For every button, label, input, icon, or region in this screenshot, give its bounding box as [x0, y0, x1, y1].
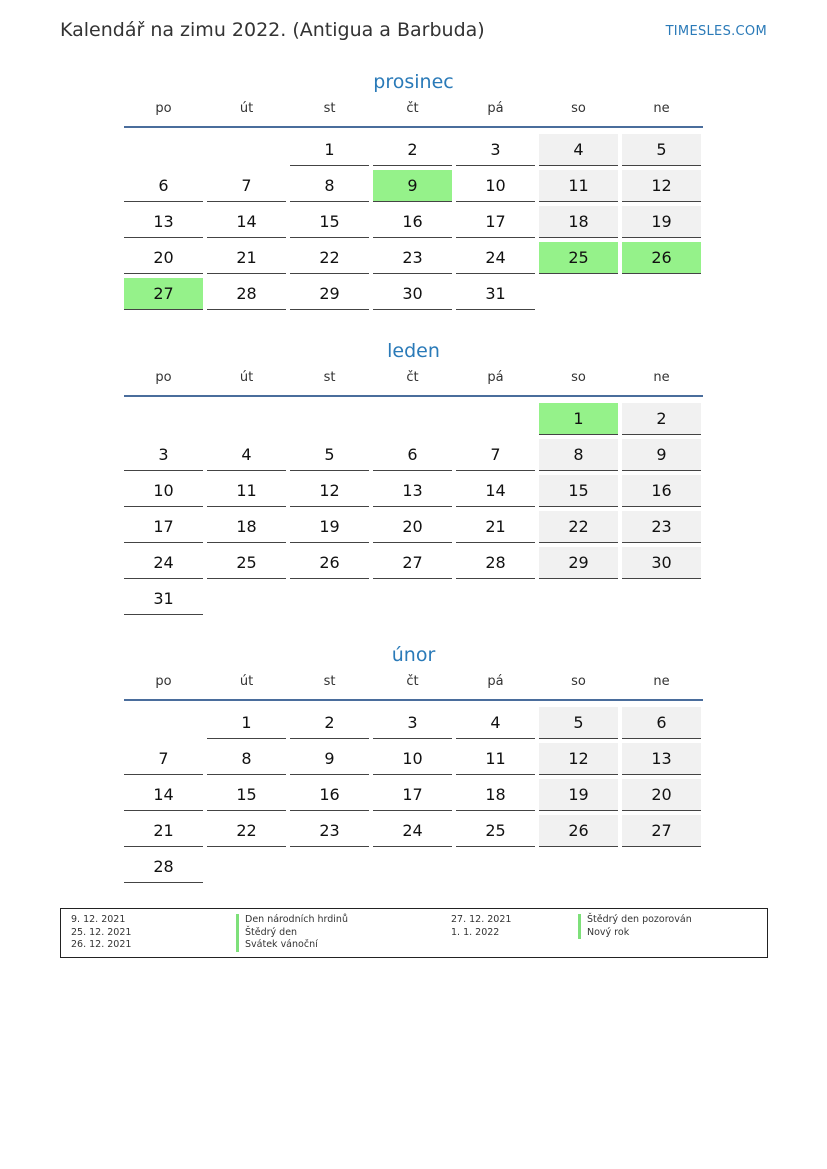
page-title: Kalendář na zimu 2022. (Antigua a Barbuda) — [60, 19, 485, 41]
week-row — [124, 168, 703, 204]
day-cell[interactable]: 26 — [290, 547, 369, 579]
day-cell[interactable]: 6 — [124, 170, 203, 202]
day-cell[interactable]: 5 — [622, 134, 701, 166]
weekday-label: pá — [487, 674, 504, 689]
day-cell[interactable]: 24 — [456, 242, 535, 274]
legend-dates-right — [451, 914, 511, 939]
week-row — [124, 741, 703, 777]
weekday-label: po — [155, 674, 172, 689]
empty-cell — [290, 583, 369, 615]
day-cell[interactable]: 20 — [622, 779, 701, 811]
day-cell[interactable]: 19 — [539, 779, 618, 811]
day-cell[interactable]: 9 — [290, 743, 369, 775]
day-cell[interactable]: 10 — [124, 475, 203, 507]
day-cell[interactable]: 18 — [456, 779, 535, 811]
day-cell[interactable]: 7 — [456, 439, 535, 471]
week-row — [124, 813, 703, 849]
day-cell[interactable]: 16 — [622, 475, 701, 507]
day-cell[interactable]: 31 — [124, 583, 203, 615]
legend-date: 9. 12. 2021 — [71, 914, 126, 925]
week-row — [124, 204, 703, 240]
month-grid — [124, 705, 703, 885]
empty-cell — [207, 403, 286, 435]
legend-holiday-name: Svátek vánoční — [236, 939, 348, 952]
week-row — [124, 705, 703, 741]
week-row — [124, 849, 703, 885]
day-cell[interactable]: 23 — [622, 511, 701, 543]
day-cell[interactable]: 28 — [124, 851, 203, 883]
empty-cell — [539, 583, 618, 615]
day-cell[interactable]: 18 — [539, 206, 618, 238]
day-cell[interactable]: 16 — [290, 779, 369, 811]
day-cell[interactable]: 30 — [373, 278, 452, 310]
day-cell[interactable]: 11 — [207, 475, 286, 507]
empty-cell — [290, 403, 369, 435]
day-cell[interactable]: 7 — [124, 743, 203, 775]
weekday-label: čt — [406, 101, 419, 116]
day-cell[interactable]: 11 — [456, 743, 535, 775]
day-cell[interactable]: 9 — [622, 439, 701, 471]
day-cell[interactable]: 23 — [373, 242, 452, 274]
day-cell[interactable]: 4 — [539, 134, 618, 166]
weekday-label: po — [155, 101, 172, 116]
legend-holiday-name: Štědrý den pozorován — [578, 914, 692, 927]
brand-logo[interactable]: TIMESLES.COM — [665, 24, 767, 39]
day-cell[interactable]: 3 — [456, 134, 535, 166]
day-cell[interactable]: 8 — [207, 743, 286, 775]
day-cell[interactable]: 2 — [622, 403, 701, 435]
day-cell[interactable]: 13 — [373, 475, 452, 507]
month-block — [124, 339, 703, 617]
empty-cell — [456, 403, 535, 435]
weekday-label: st — [323, 674, 336, 689]
day-cell[interactable]: 28 — [207, 278, 286, 310]
day-cell[interactable]: 25 — [207, 547, 286, 579]
legend-names-right — [578, 914, 692, 939]
holiday-legend — [60, 908, 768, 958]
month-title: prosinec — [373, 71, 454, 93]
week-row — [124, 545, 703, 581]
empty-cell — [622, 851, 701, 883]
weekday-header — [124, 673, 703, 701]
day-cell[interactable]: 13 — [622, 743, 701, 775]
empty-cell — [373, 403, 452, 435]
day-cell[interactable]: 22 — [539, 511, 618, 543]
weekday-label: so — [571, 674, 586, 689]
legend-date: 1. 1. 2022 — [451, 926, 500, 938]
day-cell[interactable]: 20 — [124, 242, 203, 274]
week-row — [124, 473, 703, 509]
weekday-label: so — [571, 101, 586, 116]
day-cell[interactable]: 4 — [207, 439, 286, 471]
day-cell[interactable]: 23 — [290, 815, 369, 847]
legend-date: 26. 12. 2021 — [71, 939, 132, 950]
day-cell[interactable]: 3 — [373, 707, 452, 739]
day-cell[interactable]: 22 — [290, 242, 369, 274]
weekday-header — [124, 100, 703, 128]
empty-cell — [622, 583, 701, 615]
weekday-label: út — [239, 674, 254, 689]
weekday-label: ne — [653, 101, 670, 116]
week-row — [124, 581, 703, 617]
empty-cell — [456, 851, 535, 883]
day-cell[interactable]: 27 — [373, 547, 452, 579]
week-row — [124, 509, 703, 545]
day-cell[interactable]: 1 — [290, 134, 369, 166]
day-cell[interactable]: 8 — [290, 170, 369, 202]
empty-cell — [207, 583, 286, 615]
empty-cell — [207, 134, 286, 166]
holiday-day-cell[interactable]: 25 — [539, 242, 618, 274]
day-cell[interactable]: 13 — [124, 206, 203, 238]
day-cell[interactable]: 17 — [124, 511, 203, 543]
legend-names-left — [236, 914, 348, 952]
day-cell[interactable]: 2 — [290, 707, 369, 739]
day-cell[interactable]: 15 — [207, 779, 286, 811]
day-cell[interactable]: 15 — [290, 206, 369, 238]
holiday-day-cell[interactable]: 27 — [124, 278, 203, 310]
legend-holiday-name: Nový rok — [578, 927, 692, 940]
week-row — [124, 276, 703, 312]
day-cell[interactable]: 14 — [456, 475, 535, 507]
day-cell[interactable]: 24 — [124, 547, 203, 579]
day-cell[interactable]: 27 — [622, 815, 701, 847]
weekday-label: pá — [487, 101, 504, 116]
day-cell[interactable]: 30 — [622, 547, 701, 579]
day-cell[interactable]: 6 — [622, 707, 701, 739]
weekday-label: út — [239, 370, 254, 385]
weekday-label: pá — [487, 370, 504, 385]
legend-holiday-name: Štědrý den — [236, 927, 348, 940]
day-cell[interactable]: 6 — [373, 439, 452, 471]
day-cell[interactable]: 17 — [456, 206, 535, 238]
day-cell[interactable]: 16 — [373, 206, 452, 238]
weekday-label: ne — [653, 370, 670, 385]
day-cell[interactable]: 10 — [373, 743, 452, 775]
day-cell[interactable]: 21 — [207, 242, 286, 274]
day-cell[interactable]: 26 — [539, 815, 618, 847]
empty-cell — [622, 278, 701, 310]
weekday-label: čt — [406, 674, 419, 689]
empty-cell — [124, 707, 203, 739]
day-cell[interactable]: 3 — [124, 439, 203, 471]
month-block — [124, 70, 703, 312]
weekday-label: čt — [406, 370, 419, 385]
legend-date: 25. 12. 2021 — [71, 926, 132, 938]
day-cell[interactable]: 4 — [456, 707, 535, 739]
month-grid — [124, 401, 703, 617]
empty-cell — [456, 583, 535, 615]
day-cell[interactable]: 8 — [539, 439, 618, 471]
legend-date: 27. 12. 2021 — [451, 914, 512, 925]
empty-cell — [290, 851, 369, 883]
day-cell[interactable]: 28 — [456, 547, 535, 579]
month-title: leden — [387, 340, 440, 362]
weekday-label: út — [239, 101, 254, 116]
day-cell[interactable]: 20 — [373, 511, 452, 543]
day-cell[interactable]: 5 — [539, 707, 618, 739]
day-cell[interactable]: 29 — [290, 278, 369, 310]
week-row — [124, 401, 703, 437]
day-cell[interactable]: 7 — [207, 170, 286, 202]
holiday-day-cell[interactable]: 9 — [373, 170, 452, 202]
week-row — [124, 132, 703, 168]
weekday-label: po — [155, 370, 172, 385]
day-cell[interactable]: 31 — [456, 278, 535, 310]
legend-holiday-name: Den národních hrdinů — [236, 914, 348, 927]
legend-dates-left — [71, 914, 131, 952]
weekday-label: st — [323, 370, 336, 385]
empty-cell — [124, 134, 203, 166]
empty-cell — [207, 851, 286, 883]
month-block — [124, 643, 703, 885]
holiday-day-cell[interactable]: 26 — [622, 242, 701, 274]
week-row — [124, 777, 703, 813]
week-row — [124, 240, 703, 276]
day-cell[interactable]: 21 — [456, 511, 535, 543]
day-cell[interactable]: 14 — [207, 206, 286, 238]
day-cell[interactable]: 12 — [539, 743, 618, 775]
day-cell[interactable]: 12 — [622, 170, 701, 202]
day-cell[interactable]: 24 — [373, 815, 452, 847]
day-cell[interactable]: 11 — [539, 170, 618, 202]
day-cell[interactable]: 14 — [124, 779, 203, 811]
day-cell[interactable]: 1 — [207, 707, 286, 739]
month-grid — [124, 132, 703, 312]
day-cell[interactable]: 22 — [207, 815, 286, 847]
day-cell[interactable]: 10 — [456, 170, 535, 202]
day-cell[interactable]: 2 — [373, 134, 452, 166]
empty-cell — [124, 403, 203, 435]
weekday-label: st — [323, 101, 336, 116]
day-cell[interactable]: 29 — [539, 547, 618, 579]
empty-cell — [373, 851, 452, 883]
day-cell[interactable]: 18 — [207, 511, 286, 543]
week-row — [124, 437, 703, 473]
day-cell[interactable]: 25 — [456, 815, 535, 847]
day-cell[interactable]: 12 — [290, 475, 369, 507]
day-cell[interactable]: 19 — [622, 206, 701, 238]
empty-cell — [539, 851, 618, 883]
holiday-day-cell[interactable]: 1 — [539, 403, 618, 435]
weekday-header — [124, 369, 703, 397]
weekday-label: so — [571, 370, 586, 385]
day-cell[interactable]: 5 — [290, 439, 369, 471]
day-cell[interactable]: 19 — [290, 511, 369, 543]
empty-cell — [539, 278, 618, 310]
month-title: únor — [391, 644, 436, 666]
empty-cell — [373, 583, 452, 615]
day-cell[interactable]: 17 — [373, 779, 452, 811]
day-cell[interactable]: 21 — [124, 815, 203, 847]
weekday-label: ne — [653, 674, 670, 689]
day-cell[interactable]: 15 — [539, 475, 618, 507]
